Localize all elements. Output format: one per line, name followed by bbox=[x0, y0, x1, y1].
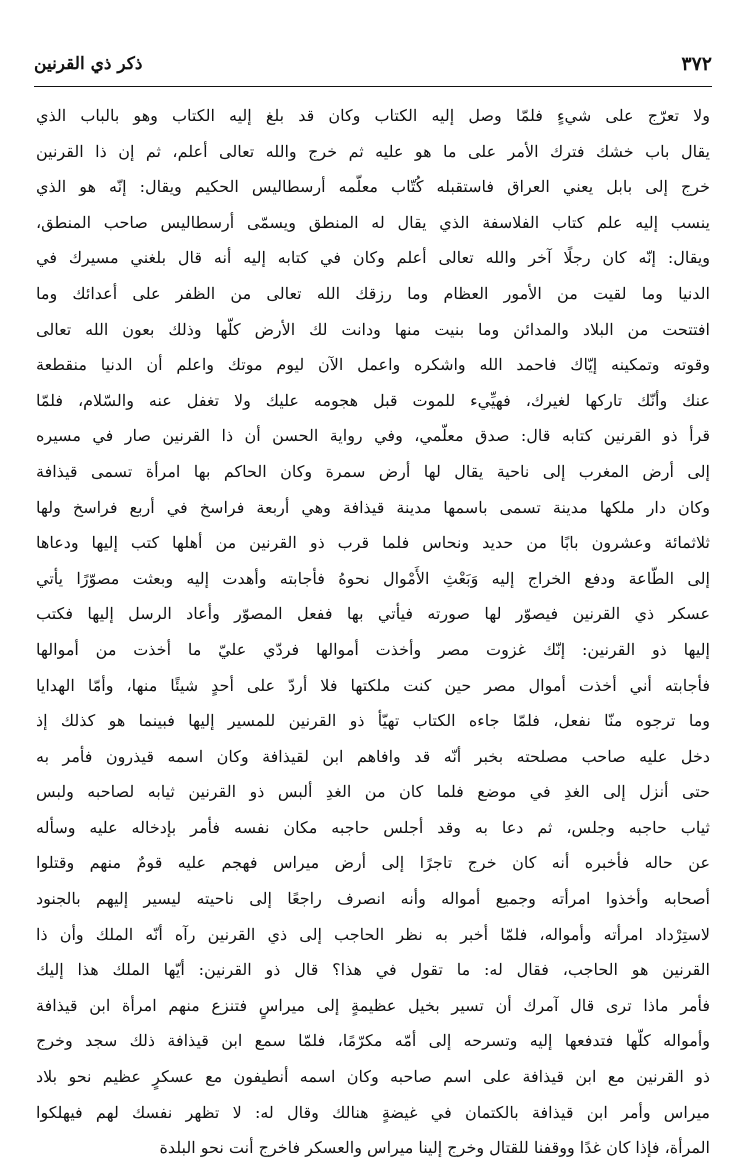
text-line: إلى أرض المغرب إلى ناحية يقال لها أرض سمرة وكان الحاكم بها امرأة تسمى قيذافة bbox=[36, 461, 710, 481]
text-line: عن حاله فأخبره أنه كان خرج تاجرًا إلى أرض ميراس فهجم عليه قومٌ منهم وقتلوا bbox=[36, 853, 710, 873]
text-line: ولا تعرّج على شيءٍ فلمّا وصل إليه الكتاب وكان قد بلغ إليه الكتاب وهو بالباب الذي bbox=[36, 106, 710, 125]
text-line: ويقال: إنّه كان رجلًا آخر والله تعالى أعلم وكان في كتابه إليه أنه قال بلغني مسيرك في bbox=[36, 248, 710, 268]
text-line: ميراس وأمر ابن قيذافة بالكتمان في غيضةٍ هنالك وقال له: لا تظهر نفسك لهم فيهلكوا bbox=[36, 1102, 710, 1122]
text-line: قرأ ذو القرنين كتابه قال: صدق معلّمي، وفي رواية الحسن أن ذا القرنين صار في مسيره bbox=[36, 426, 710, 446]
text-line: وقوته وتمكينه إيّاك فاحمد الله واشكره واعمل الآن ليوم موتك واعلم أن الدنيا منقطعة bbox=[36, 355, 710, 375]
text-line: لاستِرْداد امرأته وأمواله، فلمّا أخبر به نظر الحاجب إلى ذي القرنين رآه أنّه الملك وأن ذا bbox=[36, 924, 710, 944]
page-header bbox=[34, 44, 712, 84]
text-line: يقال باب خشك فترك الأمر على ما هو عليه ثم خرج والله تعالى أعلم، ثم إن ذا القرنين bbox=[36, 141, 710, 161]
text-line: الدنيا وما لقيت من الأمور العظام وما رزقك الله تعالى من الظفر على أعدائك وما bbox=[36, 283, 710, 303]
text-line: عنك وأنّك تاركها لغيرك، فهيِّيء للموت قبل هجومه عليك ولا تغفل عنه والسّلام، فلمّا bbox=[36, 390, 710, 410]
text-line: وما ترجوه منّا نفعل، فلمّا جاءه الكتاب تهيّأ ذو القرنين للمسير إليها فبينما هو كذلك إذ bbox=[36, 711, 710, 731]
text-line: ثلاثمائة وعشرون بابًا من حديد ونحاس فلما قرب ذو القرنين من أهلها كتب إليها ودعاها bbox=[36, 533, 710, 553]
text-line: أصحابه وأخذوا امرأته وجميع أمواله وأنه انصرف راجعًا إلى ناحيته ليسير إليهم بالجنود bbox=[36, 889, 710, 909]
text-line: إلى الطّاعة ودفع الخراج إليه وَبَعْثِ الأَمْوال نحوهُ فأجابته وأهدت إليه وبعثت مصوّرًا يأتي bbox=[36, 568, 710, 588]
text-line: افتتحت من البلاد والمدائن وما بنيت منها ودانت لك الأرض كلّها وذلك بعون الله تعالى bbox=[36, 319, 710, 339]
body-text bbox=[36, 98, 710, 1166]
text-line: دخل عليه صاحب مصلحته بخبر أنّه قد وافاهم ابن لقيذافة وكان اسمه قيذرون فأمر به bbox=[36, 746, 710, 766]
text-line: وأمواله كلّها فتدفعها إليه وتسرحه إلى أمّه مكرّمًا، فلمّا سمع ابن قيذافة ذلك سجد وخرج bbox=[36, 1031, 710, 1051]
text-line: ينسب إليه علم كتاب الفلاسفة الذي يقال له المنطق ويسمّى أرسطاليس صاحب المنطق، bbox=[36, 212, 710, 232]
text-line: فأجابته أني أخذت أموال مصر حين كنت ملكتها فلا أردّ على أحدٍ شيئًا منها، وأمّا الهدايا bbox=[36, 675, 710, 695]
text-line: وكان دار ملكها مدينة تسمى باسمها مدينة قيذافة وهي أربعة فراسخ في أربع فراسخ ولها bbox=[36, 497, 710, 517]
page-number: ٣٧٢ bbox=[681, 53, 712, 75]
text-line: ذو القرنين مع ابن قيذافة على اسم صاحبه وكان اسمه أنطيفون مع عسكرٍ عظيم نحو بلاد bbox=[36, 1067, 710, 1087]
text-line: المرأة، فإذا كان غدًا ووقفنا للقتال وخرج إلينا ميراس والعسكر فاخرج أنت نحو البلدة bbox=[159, 1138, 710, 1158]
text-line: خرج إلى بابل يعني العراق فاستقبله كُتّاب معلّمه أرسطاليس الحكيم ويقال: إنّه هو الذي bbox=[36, 177, 710, 197]
text-line: حتى أنزل إلى الغدِ في موضع فلما كان من الغدِ ألبس ذو القرنين ثيابه لصاحبه ولبس bbox=[36, 782, 710, 802]
text-line: ثياب حاجبه وجلس، ثم دعا به وقد أجلس حاجبه مكان نفسه فأمر بإدخاله عليه وسأله bbox=[36, 817, 710, 837]
running-title: ذكر ذي القرنين bbox=[34, 54, 143, 74]
text-line: عسكر ذي القرنين فيصوّر لها صورته فيأتي بها ففعل المصوّر وأعاد الرسل إليها فكتب bbox=[36, 604, 710, 624]
header-rule bbox=[34, 86, 712, 87]
text-line: فأمر ماذا ترى قال آمرك أن تسير بخيل عظيمةٍ إلى ميراسٍ فتنزع منهم امرأة ابن قيذافة bbox=[36, 995, 710, 1015]
text-line: إليها ذو القرنين: إنّك غزوت مصر وأخذت أموالها فردّي عليّ ما أخذت من أموالها bbox=[36, 639, 710, 659]
text-line: القرنين هو الحاجب، فقال له: ما تقول في هذا؟ قال ذو القرنين: أيّها الملك هذا إليك bbox=[36, 960, 710, 980]
